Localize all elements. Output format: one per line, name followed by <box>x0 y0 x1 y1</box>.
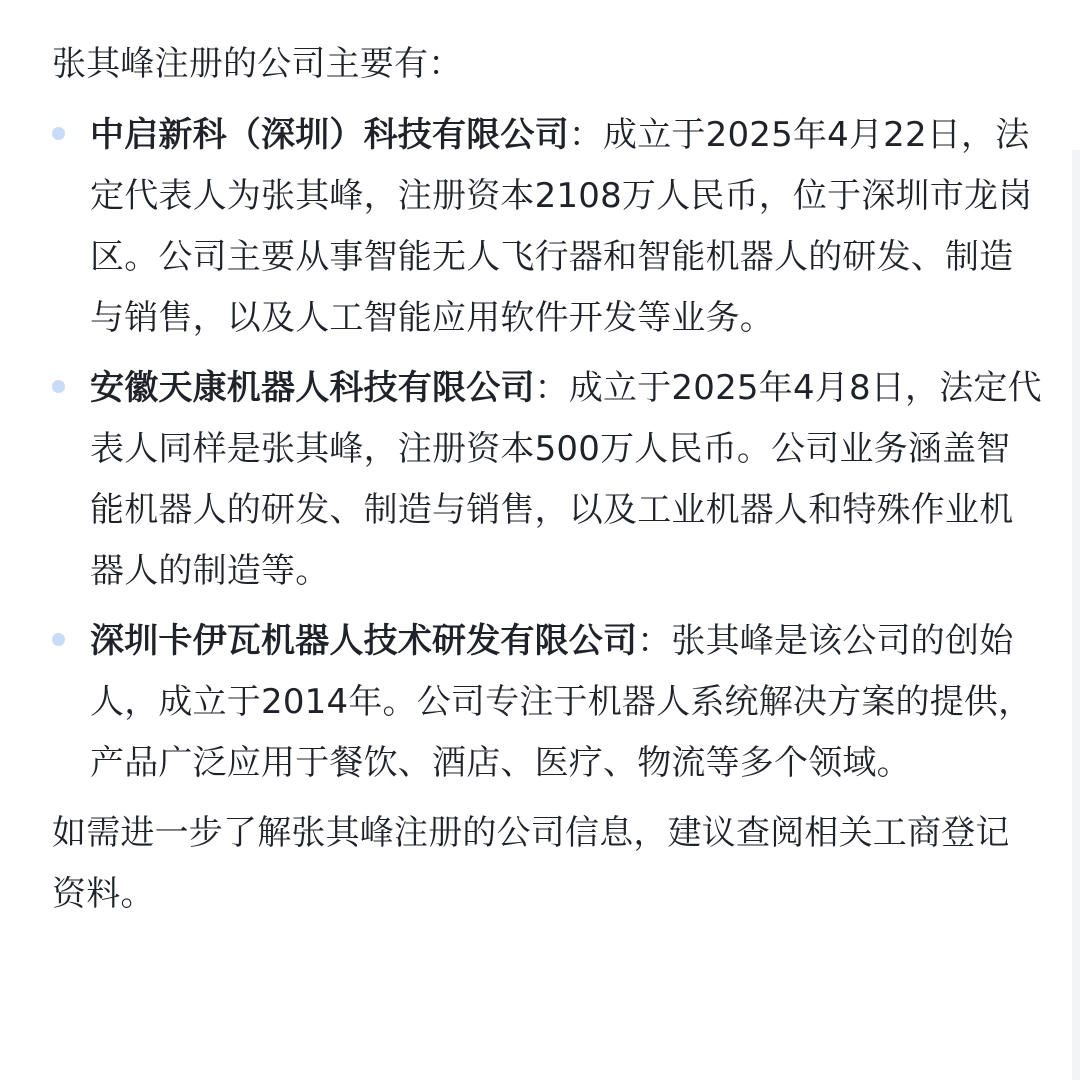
closing-text: 如需进一步了解张其峰注册的公司信息，建议查阅相关工商登记资料。 <box>52 813 1010 914</box>
company-description: 成立于2025年4月22日，法定代表人为张其峰，注册资本2108万人民币，位于深圳市龙岗区。公司主要从事智能无人飞行器和智能机器人的研发、制造与销售，以及人工智能应用软件开发等业务。 <box>90 115 1033 338</box>
company-name: 深圳卡伊瓦机器人技术研发有限公司 <box>90 621 638 661</box>
company-separator: ： <box>637 621 672 661</box>
company-description: 成立于2025年4月8日，法定代表人同样是张其峰，注册资本500万人民币。公司业务涵盖智能机器人的研发、制造与销售，以及工业机器人和特殊作业机器人的制造等。 <box>90 368 1042 591</box>
company-paragraph <box>90 105 1042 349</box>
company-list-item <box>52 358 1042 602</box>
scroll-edge-shade <box>1072 150 1080 1080</box>
company-paragraph <box>90 358 1042 602</box>
intro-text: 张其峰注册的公司主要有： <box>52 44 463 84</box>
company-separator: ： <box>534 368 569 408</box>
company-separator: ： <box>568 115 604 155</box>
company-paragraph <box>90 611 1042 794</box>
bullet-dot-icon <box>52 633 65 646</box>
company-list <box>52 105 1042 794</box>
company-list-item <box>52 105 1042 349</box>
company-name: 安徽天康机器人科技有限公司 <box>90 368 535 408</box>
bullet-dot-icon <box>52 127 65 140</box>
bullet-dot-icon <box>52 380 65 393</box>
company-list-item <box>52 611 1042 794</box>
company-name: 中启新科（深圳）科技有限公司 <box>90 115 569 155</box>
company-description: 张其峰是该公司的创始人，成立于2014年。公司专注于机器人系统解决方案的提供，产品广泛应用于餐饮、酒店、医疗、物流等多个领域。 <box>90 621 1033 783</box>
answer-content <box>52 34 1042 925</box>
